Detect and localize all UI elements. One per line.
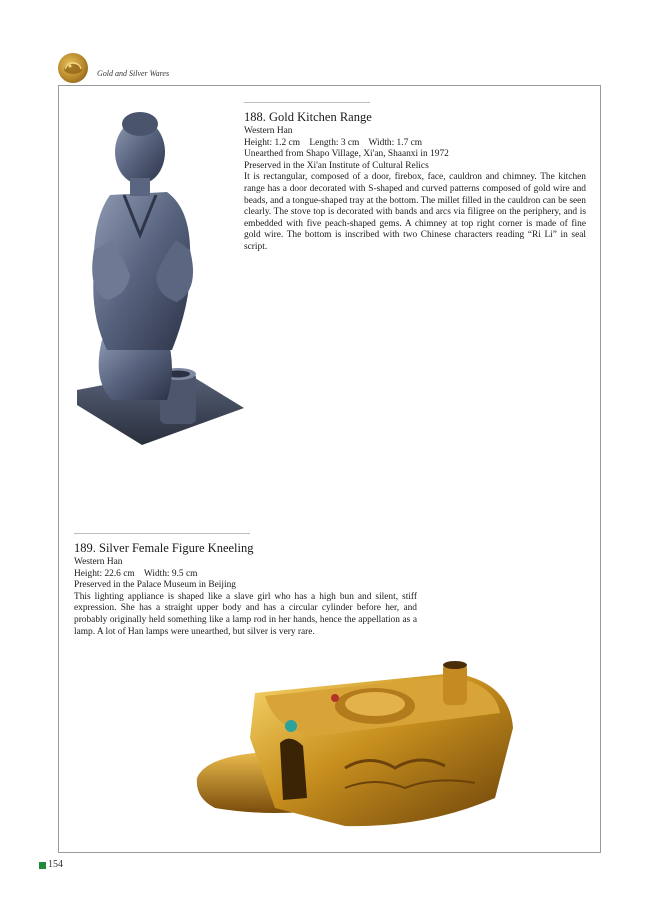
gold-kitchen-range-image bbox=[195, 658, 515, 833]
entry-189 bbox=[74, 541, 417, 638]
page-number: 154 bbox=[48, 859, 63, 870]
entry-collection: Preserved in the Xi'an Institute of Cultural Relics bbox=[244, 160, 429, 171]
section-title: Gold and Silver Wares bbox=[97, 69, 170, 78]
entry-188 bbox=[244, 110, 586, 254]
divider-188 bbox=[244, 102, 370, 103]
divider-189 bbox=[74, 533, 250, 534]
entry-title: 188. Gold Kitchen Range bbox=[244, 110, 372, 124]
entry-period: Western Han bbox=[74, 557, 123, 567]
entry-dimensions: Height: 1.2 cm Length: 3 cm Width: 1.7 cm bbox=[244, 137, 423, 148]
page-marker bbox=[39, 862, 46, 869]
entry-period: Western Han bbox=[244, 126, 293, 136]
entry-title: 189. Silver Female Figure Kneeling bbox=[74, 541, 254, 555]
entry-collection: Preserved in the Palace Museum in Beijing bbox=[74, 580, 236, 591]
entry-description: It is rectangular, composed of a door, firebox, face, cauldron and chimney. The kitchen range has a door decorated with S-shaped and curved patterns composed of gold wire and beads, and a tongue-shaped tray at the bottom. The millet filled in the cauldron can be seen clearly. The stove top is decorated with bands and arcs via filigree on the periphery, and is embedded with five peach-shaped gems. A chimney at top right corner is made of fine gold wire. The bottom is inscribed with two Chinese characters reading “Ri Li” in seal script. bbox=[244, 172, 586, 252]
entry-dimensions: Height: 22.6 cm Width: 9.5 cm bbox=[74, 568, 198, 579]
silver-kneeling-figure-image bbox=[72, 100, 247, 450]
entry-description: This lighting appliance is shaped like a slave girl who has a high bun and silent, stiff expression. She has a straight upper body and has a circular cylinder before her, and probably originally held something like a lamp rod in her hands, hence the appellation as a lamp. A lot of Han lamps were unearthed, but silver is very rare. bbox=[74, 591, 417, 637]
entry-provenance: Unearthed from Shapo Village, Xi'an, Shaanxi in 1972 bbox=[244, 149, 449, 160]
gold-medallion-icon bbox=[58, 53, 88, 83]
